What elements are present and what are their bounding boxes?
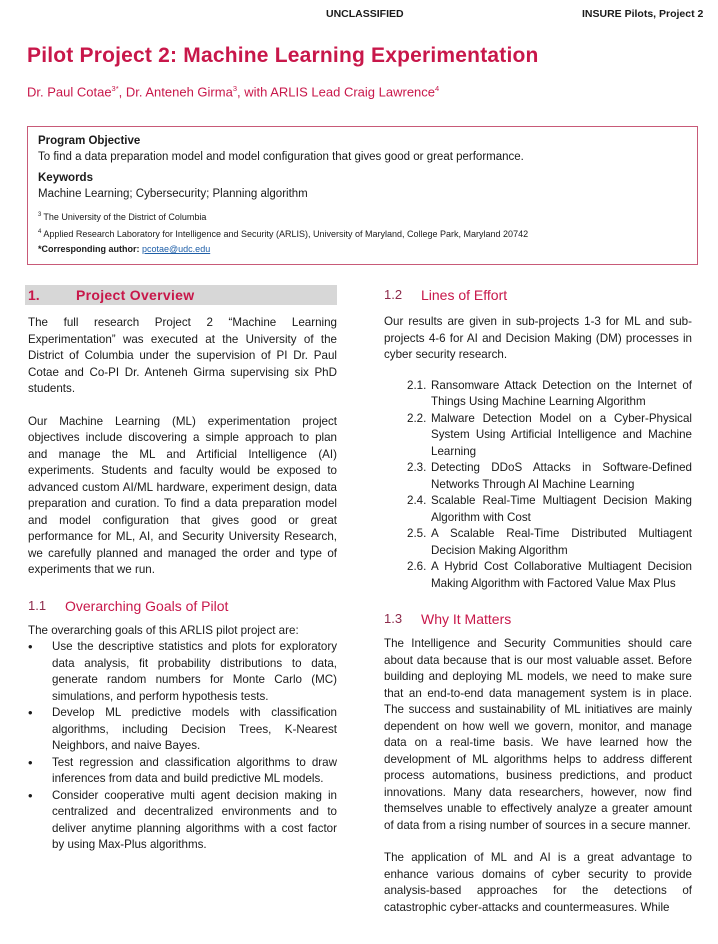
item-text: Scalable Real-Time Multiagent Decision Making Algorithm with Cost (431, 494, 692, 524)
author-affiliation: 3* (111, 84, 119, 93)
classification-label: UNCLASSIFIED (326, 8, 404, 20)
section-1-1-heading (28, 597, 337, 615)
paragraph: The Intelligence and Security Communities should care about data because that is our most valuable asset. Before building and deploying ML models, we need to make sure that an end-to-end data management system is in place. The success and sustainability of ML initiatives are mainly dependent on how well we govern, monitor, and manage data on a real-time basis. We have learned how the development of ML algorithms helps to address different process automations, business predictions, and product innovations. Many data researchers, however, now find themselves unable to effectively analyze a greater amount of data from a rising number of sources in a secure manner. (384, 637, 692, 832)
author-name: Dr. Anteneh Girma (125, 84, 233, 100)
keywords-heading: Keywords (38, 172, 93, 184)
author-affiliation: 4 (435, 84, 440, 93)
left-column (28, 285, 337, 854)
paragraph: Our results are given in sub-projects 1-3 for ML and sub-projects 4-6 for AI and Decision Making (DM) processes in cyber security research. (384, 315, 692, 361)
corresponding-email-link[interactable]: pcotae@udc.edu (142, 244, 211, 254)
item-text: A Scalable Real-Time Distributed Multiagent Decision Making Algorithm (431, 527, 692, 557)
item-number: 2.2. (407, 411, 427, 425)
section-1-2-heading (384, 286, 692, 304)
section-title: Lines of Effort (421, 287, 508, 303)
section-title: Overarching Goals of Pilot (65, 597, 229, 614)
list-item (407, 378, 692, 411)
footnote-text: The University of the District of Columbia (43, 212, 207, 222)
list-item: • Test regression and classification algorithms to draw inferences from data and build predictive ML models. (28, 755, 337, 788)
keywords-text: Machine Learning; Cybersecurity; Planning algorithm (38, 188, 308, 200)
author-name: with ARLIS Lead Craig Lawrence (244, 84, 436, 100)
section-number: 1.2 (384, 287, 403, 302)
footnote (38, 225, 687, 242)
section-number: 1.1 (28, 597, 47, 613)
program-objective-box (27, 126, 698, 265)
right-column (384, 285, 692, 932)
corresponding-author (38, 242, 687, 257)
item-number: 2.1. (407, 378, 427, 392)
item-text: A Hybrid Cost Collaborative Multiagent Decision Making Algorithm with Factored Value Max Plus (431, 560, 692, 590)
list-item (407, 559, 692, 592)
list-item (407, 493, 692, 526)
footnote-marker: 4 (38, 229, 42, 235)
footnote (38, 208, 687, 225)
section-title: Project Overview (76, 286, 195, 303)
list-item: • Consider cooperative multi agent decision making in centralized and decentralized environments and to deliver anytime planning algorithms with a cost factor by using Max-Plus algorithms. (28, 788, 337, 854)
section-number: 1.3 (384, 611, 403, 626)
author-name: Dr. Paul Cotae (27, 84, 112, 100)
footnote-text: Applied Research Laboratory for Intelligence and Security (ARLIS), University of Maryland, College Park, Maryland 20742 (43, 229, 529, 239)
footnote-marker: 3 (38, 212, 42, 218)
list-item: • Develop ML predictive models with classification algorithms, including Decision Trees, K-Nearest Neighbors, and naive Bayes. (28, 705, 337, 755)
program-objective-heading: Program Objective (38, 135, 141, 147)
paragraph: Our Machine Learning (ML) experimentation project objectives include discovering a simple approach to plan and manage the ML and Artificial Intelligence (AI) experiments. Students and faculty would be exposed to advanced custom AI/ML hardware, experiment design, data preparation and curation. To find a data preparation model and model configuration that gives good or great performance for ML, AI, and Security University Research, we carefully planned and managed the order and type of experiments that we run. (28, 414, 337, 576)
section-1-heading (25, 285, 337, 305)
list-item: • Use the descriptive statistics and plots for exploratory data analysis, fit probability distributions to data, generate random numbers for Monte Carlo (MC) simulations, and perform hypothesis tests. (28, 639, 337, 705)
list-item (407, 526, 692, 559)
item-number: 2.5. (407, 527, 427, 540)
item-text: Malware Detection Model on a Cyber-Physical System Using Artificial Intelligence and Machine Learning (431, 411, 692, 458)
section-number: 1. (28, 286, 40, 303)
paragraph: The application of ML and AI is a great advantage to enhance various domains of cyber security to provide analysis-based approaches for the detections of catastrophic cyber-attacks and countermeasures. While (384, 851, 692, 914)
lines-of-effort-list (407, 378, 692, 593)
corresponding-label: *Corresponding author: (38, 244, 140, 254)
item-text: Detecting DDoS Attacks in Software-Defined Networks Through AI Machine Learning (431, 461, 692, 491)
series-label: INSURE Pilots, Project 2 (582, 8, 704, 20)
author-line: Dr. Paul Cotae$^{3*}$, Dr. Anteneh Girma$^3$, with ARLIS Lead Craig Lawrence$^4$ (27, 84, 440, 100)
section-1-3-heading (384, 610, 692, 628)
paragraph: The full research Project 2 “Machine Learning Experimentation” was executed at the University of the District of Columbia under the supervision of PI Dr. Paul Cotae and Co-PI Dr. Anteneh Girma supervising six PhD students. (28, 316, 337, 395)
author-affiliation: 3 (232, 84, 237, 93)
item-number: 2.3. (407, 461, 427, 474)
item-number: 2.6. (407, 560, 427, 573)
list-item (407, 411, 692, 461)
running-header (0, 8, 718, 22)
page-title: Pilot Project 2: Machine Learning Experimentation (27, 44, 539, 67)
program-objective-text: To find a data preparation model and model configuration that gives good or great performance. (38, 151, 524, 163)
item-number: 2.4. (407, 494, 427, 507)
item-text: Ransomware Attack Detection on the Internet of Things Using Machine Learning Algorithm (431, 378, 692, 408)
paragraph: The overarching goals of this ARLIS pilot project are: (28, 623, 299, 637)
section-title: Why It Matters (421, 611, 512, 627)
list-item (407, 460, 692, 493)
goals-list (28, 639, 337, 854)
